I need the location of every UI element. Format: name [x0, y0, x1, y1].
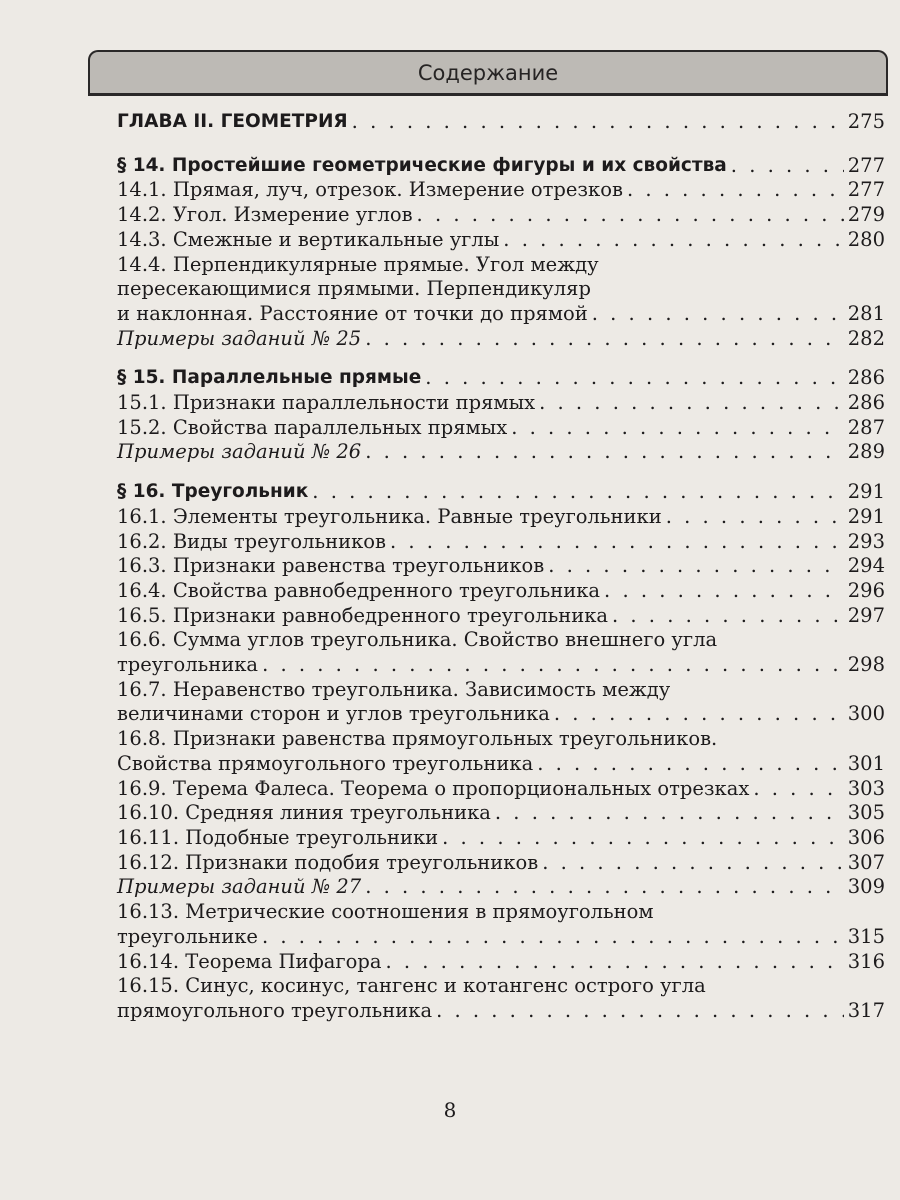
toc-entry-title: 15.1. Признаки параллельности прямых [117, 391, 536, 415]
toc-entry-line [117, 579, 885, 604]
toc-entry-line [117, 110, 885, 135]
toc-entry-title: 16.2. Виды треугольников [117, 529, 387, 553]
toc-entry-title: треугольнике [117, 924, 258, 948]
toc-entry-section [117, 366, 885, 391]
toc-entry-title: Примеры заданий № 26 [117, 440, 362, 464]
toc-entry-line [117, 203, 885, 228]
toc-entry-page: 301 [847, 751, 885, 775]
toc-entry-item [117, 678, 885, 727]
toc-entry-item [117, 253, 885, 327]
toc-entry-page: 294 [847, 554, 885, 578]
toc-entry-title: 16.3. Признаки равенства треугольников [117, 554, 545, 578]
toc-entry-title: 14.1. Прямая, луч, отрезок. Измерение отрезков [117, 178, 623, 202]
toc-entry-item [117, 950, 885, 975]
toc-entry-title: пересекающимися прямыми. Перпендикуляр [117, 277, 591, 301]
toc-entry-page: 291 [847, 480, 885, 504]
toc-entry-page: 289 [847, 440, 885, 464]
toc-entry-title: § 14. Простейшие геометрические фигуры и их свойства [117, 154, 727, 176]
toc-entry-line [117, 777, 885, 802]
toc-entry-line [117, 653, 885, 678]
dot-leader [753, 777, 843, 802]
toc-entry-item [117, 505, 885, 530]
toc-entry-item [117, 228, 885, 253]
toc-entry-title: треугольника [117, 653, 259, 677]
dot-leader [385, 950, 843, 975]
toc-entry-line [117, 950, 885, 975]
dot-leader [436, 999, 844, 1024]
dot-leader [548, 554, 844, 579]
toc-entry-page: 275 [847, 110, 885, 133]
table-of-contents [117, 110, 885, 1024]
toc-entry-line [117, 277, 885, 302]
dot-leader [442, 826, 844, 851]
toc-entry-title: 16.8. Признаки равенства прямоугольных треугольников. [117, 727, 718, 751]
toc-entry-line [117, 366, 885, 391]
toc-entry-title: 14.2. Угол. Измерение углов [117, 203, 413, 227]
toc-entry-item [117, 851, 885, 876]
page-number: 8 [443, 1098, 457, 1122]
toc-entry-example [117, 440, 885, 465]
dot-leader [627, 178, 844, 203]
toc-entry-page: 287 [847, 415, 885, 439]
toc-entry-line [117, 416, 885, 441]
toc-entry-page: 293 [847, 529, 885, 553]
toc-entry-item [117, 391, 885, 416]
toc-entry-page: 305 [847, 801, 885, 825]
toc-entry-line [117, 752, 885, 777]
toc-entry-title: 16.1. Элементы треугольника. Равные треугольники [117, 504, 662, 528]
toc-entry-line [117, 851, 885, 876]
toc-entry-title: 16.14. Теорема Пифагора [117, 949, 382, 973]
toc-entry-line [117, 253, 885, 278]
toc-entry-title: Примеры заданий № 25 [117, 326, 362, 350]
toc-entry-title: 16.13. Метрические соотношения в прямоугольном [117, 900, 654, 924]
toc-entry-title: 16.15. Синус, косинус, тангенс и котангенс острого угла [117, 974, 706, 998]
toc-entry-title: 16.10. Средняя линия треугольника [117, 801, 491, 825]
toc-entry-page: 279 [847, 203, 885, 227]
toc-entry-page: 317 [847, 998, 885, 1022]
dot-leader [365, 875, 844, 900]
dot-leader [542, 851, 844, 876]
toc-entry-line [117, 702, 885, 727]
toc-entry-line [117, 480, 885, 505]
dot-leader [511, 416, 844, 441]
toc-entry-example [117, 875, 885, 900]
toc-entry-page: 277 [847, 153, 885, 177]
toc-entry-section [117, 154, 885, 179]
toc-entry-title: ГЛАВА II. ГЕОМЕТРИЯ [117, 111, 348, 132]
toc-entry-page: 291 [847, 504, 885, 528]
toc-entry-title: прямоугольного треугольника [117, 998, 433, 1022]
dot-leader [554, 702, 844, 727]
toc-entry-line [117, 875, 885, 900]
toc-entry-title: 15.2. Свойства параллельных прямых [117, 415, 508, 439]
contents-title: Содержание [417, 61, 559, 85]
toc-entry-item [117, 604, 885, 629]
toc-entry-page: 300 [847, 702, 885, 726]
toc-entry-item [117, 178, 885, 203]
toc-entry-title: 16.5. Признаки равнобедренного треугольника [117, 603, 609, 627]
dot-leader [365, 327, 844, 352]
toc-entry-title: 16.4. Свойства равнобедренного треугольника [117, 578, 601, 602]
toc-entry-line [117, 826, 885, 851]
toc-entry-line [117, 228, 885, 253]
dot-leader [352, 110, 844, 135]
dot-leader [537, 752, 844, 777]
dot-leader [503, 228, 843, 253]
dot-leader [666, 505, 844, 530]
toc-entry-title: Примеры заданий № 27 [117, 875, 362, 899]
dot-leader [612, 604, 844, 629]
dot-leader [592, 302, 844, 327]
dot-leader [365, 440, 844, 465]
toc-entry-item [117, 530, 885, 555]
toc-entry-page: 316 [847, 949, 885, 973]
toc-entry-item [117, 579, 885, 604]
dot-leader [312, 480, 843, 505]
toc-entry-title: 14.4. Перпендикулярные прямые. Угол между [117, 252, 599, 276]
toc-entry-title: 16.7. Неравенство треугольника. Зависимость между [117, 677, 671, 701]
toc-entry-line [117, 974, 885, 999]
toc-entry-line [117, 505, 885, 530]
toc-entry-line [117, 440, 885, 465]
toc-entry-page: 297 [847, 603, 885, 627]
toc-entry-line [117, 678, 885, 703]
dot-leader [539, 391, 844, 416]
toc-entry-page: 282 [847, 326, 885, 350]
toc-entry-item [117, 777, 885, 802]
toc-entry-page: 296 [847, 578, 885, 602]
toc-entry-page: 315 [847, 924, 885, 948]
toc-entry-line [117, 727, 885, 752]
toc-entry-item [117, 416, 885, 441]
toc-entry-title: § 16. Треугольник [117, 481, 309, 503]
dot-leader [425, 366, 843, 391]
toc-entry-page: 298 [847, 653, 885, 677]
contents-header [88, 50, 888, 96]
dot-leader [417, 203, 844, 228]
toc-entry-title: 16.11. Подобные треугольники [117, 825, 439, 849]
toc-entry-line [117, 925, 885, 950]
toc-entry-line [117, 999, 885, 1024]
toc-entry-title: § 15. Параллельные прямые [117, 367, 422, 389]
dot-leader [604, 579, 844, 604]
toc-entry-line [117, 391, 885, 416]
toc-entry-line [117, 154, 885, 179]
toc-entry-title: и наклонная. Расстояние от точки до прямой [117, 301, 588, 325]
toc-entry-line [117, 604, 885, 629]
toc-entry-title: 16.6. Сумма углов треугольника. Свойство внешнего угла [117, 628, 718, 652]
toc-entry-title: 16.12. Признаки подобия треугольников [117, 850, 539, 874]
toc-entry-item [117, 974, 885, 1023]
toc-entry-title: 14.3. Смежные и вертикальные углы [117, 227, 500, 251]
toc-entry-item [117, 801, 885, 826]
toc-entry-line [117, 530, 885, 555]
toc-entry-line [117, 554, 885, 579]
toc-entry-item [117, 203, 885, 228]
toc-entry-page: 306 [847, 825, 885, 849]
toc-entry-page: 309 [847, 875, 885, 899]
toc-entry-page: 307 [847, 850, 885, 874]
toc-entry-line [117, 801, 885, 826]
toc-entry-page: 277 [847, 178, 885, 202]
toc-entry-chapter [117, 110, 885, 135]
toc-entry-line [117, 327, 885, 352]
toc-entry-item [117, 727, 885, 776]
toc-entry-item [117, 900, 885, 949]
toc-entry-page: 281 [847, 301, 885, 325]
toc-entry-page: 280 [847, 227, 885, 251]
toc-entry-item [117, 554, 885, 579]
toc-entry-section [117, 480, 885, 505]
toc-entry-page: 286 [847, 391, 885, 415]
toc-entry-title: величинами сторон и углов треугольника [117, 702, 550, 726]
dot-leader [262, 653, 844, 678]
toc-entry-title: 16.9. Терема Фалеса. Теорема о пропорциональных отрезках [117, 776, 750, 800]
dot-leader [262, 925, 844, 950]
toc-entry-line [117, 178, 885, 203]
toc-entry-line [117, 302, 885, 327]
dot-leader [731, 154, 844, 179]
toc-entry-page: 303 [847, 776, 885, 800]
dot-leader [495, 801, 844, 826]
dot-leader [390, 530, 844, 555]
toc-entry-item [117, 826, 885, 851]
toc-entry-example [117, 327, 885, 352]
toc-entry-line [117, 900, 885, 925]
toc-entry-page: 286 [847, 366, 885, 390]
toc-entry-line [117, 628, 885, 653]
toc-entry-title: Свойства прямоугольного треугольника [117, 751, 534, 775]
toc-entry-item [117, 628, 885, 677]
